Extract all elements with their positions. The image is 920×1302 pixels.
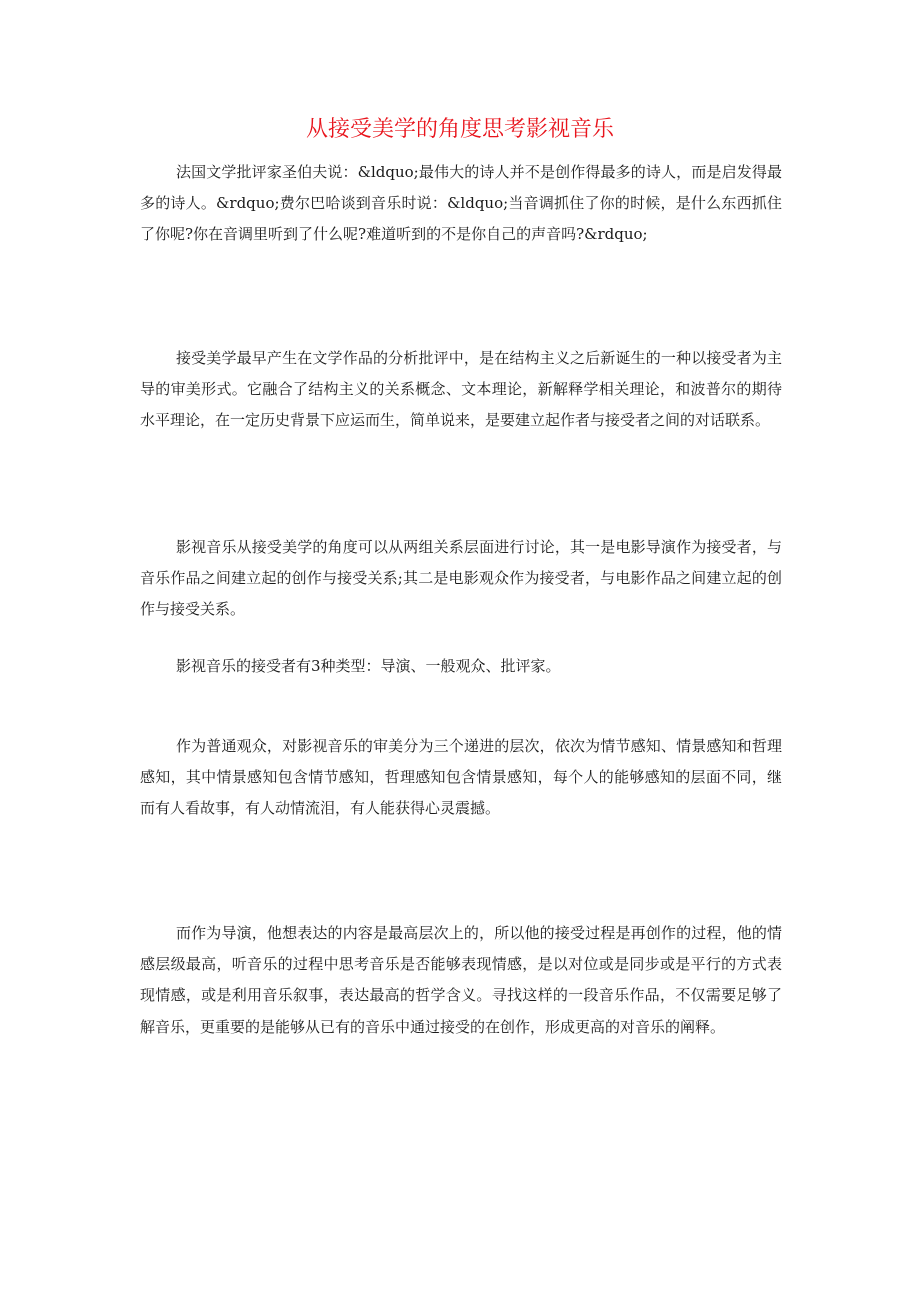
document-title: 从接受美学的角度思考影视音乐: [305, 117, 614, 142]
paragraph-3: 影视音乐从接受美学的角度可以从两组关系层面进行讨论，其一是电影导演作为接受者，与音乐作品之间建立起的创作与接受关系;其二是电影观众作为接受者，与电影作品之间建立起的创作与接受关系。: [140, 538, 782, 619]
paragraph-5: 作为普通观众，对影视音乐的审美分为三个递进的层次，依次为情节感知、情景感知和哲理感知，其中情景感知包含情节感知，哲理感知包含情景感知，每个人的能够感知的层面不同，继而有人看故事，有人动情流泪，有人能获得心灵震撼。: [140, 737, 782, 818]
paragraph-4: 影视音乐的接受者有3种类型：导演、一般观众、批评家。: [176, 657, 561, 675]
paragraph-2: 接受美学最早产生在文学作品的分析批评中，是在结构主义之后新诞生的一种以接受者为主导的审美形式。它融合了结构主义的关系概念、文本理论，新解释学相关理论，和波普尔的期待水平理论，在一定历史背景下应运而生，简单说来，是要建立起作者与接受者之间的对话联系。: [140, 349, 782, 430]
paragraph-6: 而作为导演，他想表达的内容是最高层次上的，所以他的接受过程是再创作的过程，他的情感层级最高，听音乐的过程中思考音乐是否能够表现情感，是以对位或是同步或是平行的方式表现情感，或是利用音乐叙事，表达最高的哲学含义。寻找这样的一段音乐作品，不仅需要足够了解音乐，更重要的是能够从已有的音乐中通过接受的在创作，形成更高的对音乐的阐释。: [140, 924, 782, 1036]
paragraph-1: 法国文学批评家圣伯夫说：&ldquo;最伟大的诗人并不是创作得最多的诗人，而是启发得最多的诗人。&rdquo;费尔巴哈谈到音乐时说：&ldquo;当音调抓住了你的时候，是什么东西抓住了你呢?你在音调里听到了什么呢?难道听到的不是你自己的声音吗?&rdquo;: [140, 163, 782, 244]
